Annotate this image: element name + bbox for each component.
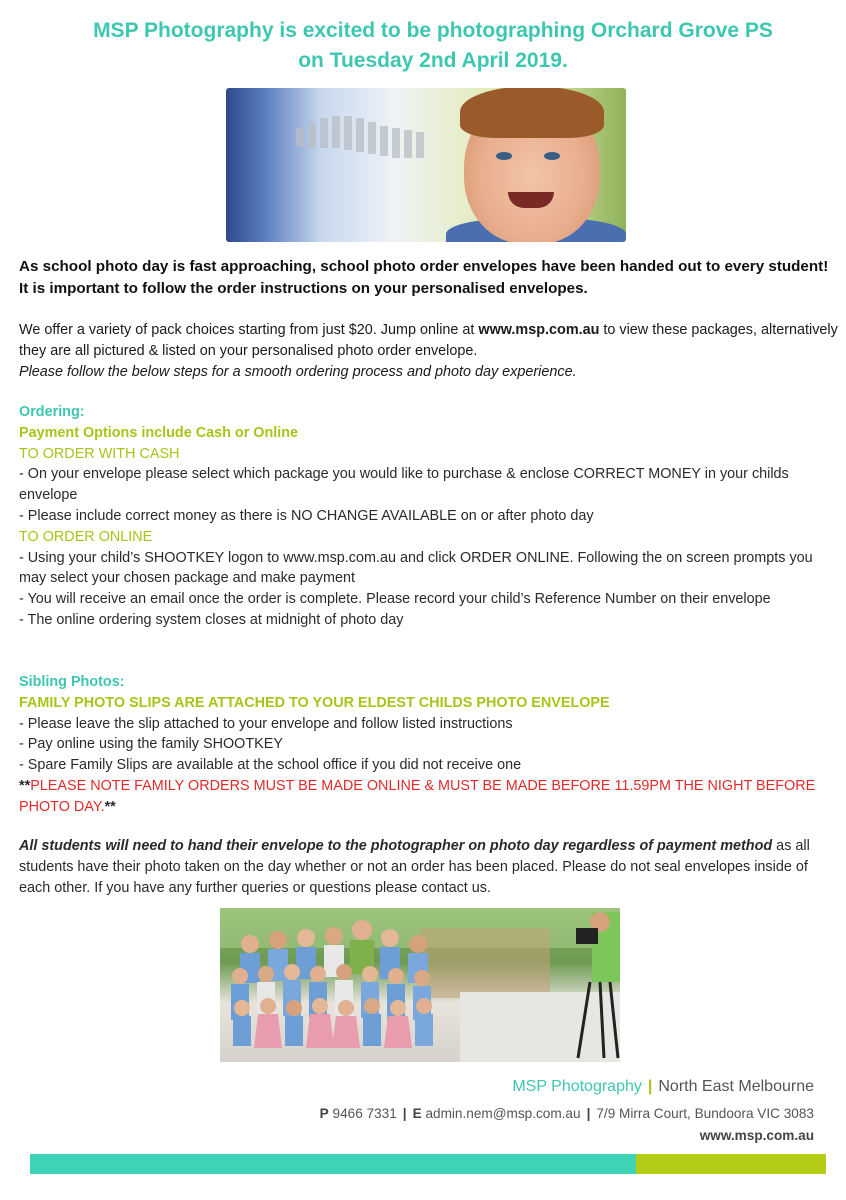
email-label: E	[412, 1106, 422, 1121]
intro-paragraph	[19, 320, 839, 382]
ordering-heading: Ordering:	[19, 404, 85, 420]
cash-item: - On your envelope please select which package you would like to purchase & enclose CORRECT MONEY in your childs envelope	[19, 466, 789, 504]
cash-heading: TO ORDER WITH CASH	[19, 445, 180, 462]
family-slips-heading: FAMILY PHOTO SLIPS ARE ATTACHED TO YOUR ELDEST CHILDS PHOTO ENVELOPE	[19, 694, 610, 711]
child-eye-right	[544, 152, 560, 160]
online-heading: TO ORDER ONLINE	[19, 528, 153, 545]
footer-website[interactable]: www.msp.com.au	[699, 1128, 814, 1143]
sibling-section	[19, 672, 839, 818]
online-item: - Using your child’s SHOOTKEY logon to www.msp.com.au and click ORDER ONLINE. Following the on screen prompts you may select your chosen package and make payment	[19, 549, 813, 587]
cash-item: - Please include correct money as there is NO CHANGE AVAILABLE on or after photo day	[19, 507, 594, 524]
online-item: - You will receive an email once the order is complete. Please record your child’s Reference Number on their envelope	[19, 591, 771, 608]
footer-separator: |	[647, 1078, 653, 1095]
footer-contact-line: P 9466 7331 | E admin.nem@msp.com.au | 7/9 Mirra Court, Bundoora VIC 3083	[319, 1106, 814, 1121]
footer-bar-teal	[30, 1154, 636, 1174]
intro-text-1: We offer a variety of pack choices starting from just $20. Jump online at	[19, 322, 479, 338]
footer-brand: MSP Photography	[512, 1078, 642, 1095]
phone-label: P	[319, 1106, 329, 1121]
title-line-1: MSP Photography is excited to be photographing Orchard Grove PS	[93, 19, 773, 42]
online-item: - The online ordering system closes at midnight of photo day	[19, 611, 404, 628]
sibling-heading: Sibling Photos:	[19, 674, 125, 690]
child-eye-left	[496, 152, 512, 160]
email-address[interactable]: admin.nem@msp.com.au	[425, 1106, 581, 1121]
intro-text-2: to view these packages, alternatively they are all pictured & listed on your personalised photo order envelope.	[19, 322, 838, 359]
sibling-item: - Spare Family Slips are available at the school office if you did not receive one	[19, 757, 522, 774]
sibling-item: - Pay online using the family SHOOTKEY	[19, 736, 283, 753]
payment-options-heading: Payment Options include Cash or Online	[19, 424, 299, 441]
closing-emphasis: All students will need to hand their envelope to the photographer on photo day regardless of payment method	[19, 838, 773, 854]
footer-bar-lime	[636, 1154, 826, 1174]
footer-region: North East Melbourne	[658, 1078, 814, 1095]
note-stars-close: **	[104, 798, 116, 815]
group-class-photo	[220, 908, 620, 1062]
closing-paragraph	[19, 836, 839, 898]
footer-brand-line	[512, 1076, 814, 1098]
hero-photo-child	[226, 88, 626, 242]
title-line-2: on Tuesday 2nd April 2019.	[298, 49, 568, 72]
phone-number[interactable]: 9466 7331	[332, 1106, 397, 1121]
sibling-item: - Please leave the slip attached to your envelope and follow listed instructions	[19, 715, 513, 732]
website-link[interactable]: www.msp.com.au	[478, 322, 600, 338]
page-title	[20, 16, 846, 76]
note-stars-open: **	[19, 777, 31, 794]
closing-rest: as all students have their photo taken on the day whether or not an order has been placed. Please do not seal envelopes inside of each other. If you have any further queries or questions please contact us.	[19, 838, 810, 896]
postal-address: 7/9 Mirra Court, Bundoora VIC 3083	[596, 1106, 814, 1121]
family-order-note	[19, 776, 839, 818]
intro-italic-line: Please follow the below steps for a smooth ordering process and photo day experience.	[19, 363, 577, 380]
note-red-text: PLEASE NOTE FAMILY ORDERS MUST BE MADE ONLINE & MUST BE MADE BEFORE 11.59PM THE NIGHT BEFORE PHOTO DAY.	[19, 777, 816, 815]
intro-bold-text: As school photo day is fast approaching, school photo order envelopes have been handed out to every student! It is important to follow the order instructions on your personalised envelopes.	[19, 258, 829, 297]
group-photo-scene	[220, 908, 620, 1062]
child-hair	[460, 88, 604, 138]
ordering-section	[19, 402, 839, 631]
film-strip-graphic	[296, 108, 446, 168]
